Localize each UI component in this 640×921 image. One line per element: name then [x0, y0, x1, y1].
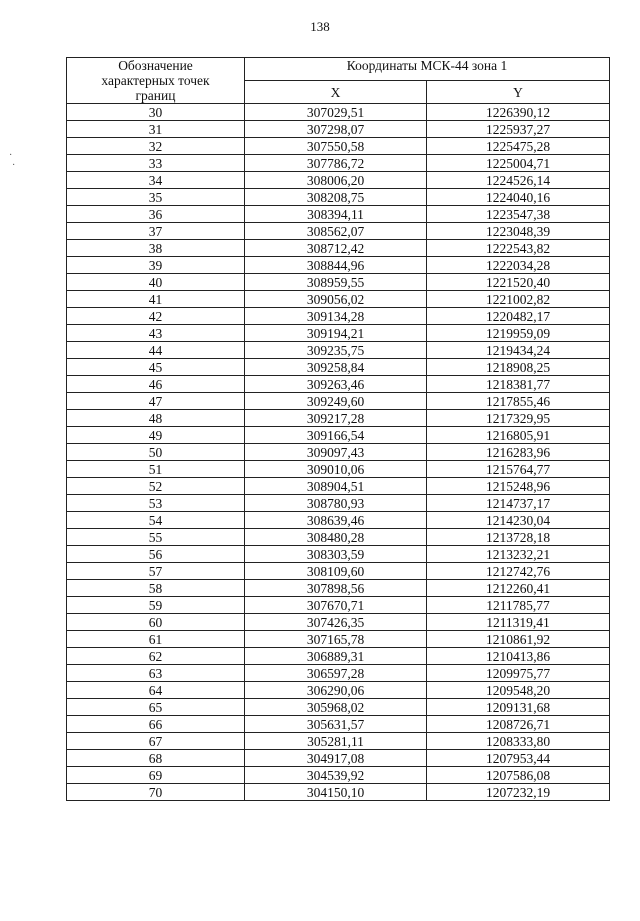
point-id-cell: 64: [67, 682, 245, 699]
point-id-cell: 38: [67, 240, 245, 257]
table-row: [67, 342, 610, 359]
point-header-line: Обозначение: [118, 58, 193, 73]
point-id-cell: 50: [67, 444, 245, 461]
x-coordinate-cell: 307165,78: [245, 631, 427, 648]
table-row: [67, 155, 610, 172]
point-id-cell: 66: [67, 716, 245, 733]
y-coordinate-cell: 1210413,86: [427, 648, 610, 665]
y-coordinate-cell: 1219959,09: [427, 325, 610, 342]
table-row: [67, 308, 610, 325]
table-row: [67, 750, 610, 767]
y-coordinate-cell: 1215248,96: [427, 478, 610, 495]
point-id-cell: 65: [67, 699, 245, 716]
x-coordinate-cell: 308712,42: [245, 240, 427, 257]
point-id-cell: 69: [67, 767, 245, 784]
x-coordinate-cell: 307670,71: [245, 597, 427, 614]
y-coordinate-cell: 1223048,39: [427, 223, 610, 240]
y-coordinate-cell: 1217329,95: [427, 410, 610, 427]
x-coordinate-cell: 308844,96: [245, 257, 427, 274]
point-id-cell: 33: [67, 155, 245, 172]
point-id-cell: 51: [67, 461, 245, 478]
x-coordinate-cell: 307029,51: [245, 104, 427, 121]
y-coordinate-cell: 1224526,14: [427, 172, 610, 189]
point-id-cell: 60: [67, 614, 245, 631]
table-row: [67, 699, 610, 716]
point-id-cell: 68: [67, 750, 245, 767]
table-row: [67, 597, 610, 614]
x-coordinate-cell: 308780,93: [245, 495, 427, 512]
table-row: [67, 682, 610, 699]
scan-mark: ·: [12, 160, 16, 171]
x-coordinate-cell: 309194,21: [245, 325, 427, 342]
point-id-cell: 41: [67, 291, 245, 308]
y-coordinate-cell: 1215764,77: [427, 461, 610, 478]
point-id-cell: 67: [67, 733, 245, 750]
point-header-line: границ: [135, 88, 176, 103]
y-coordinate-cell: 1213232,21: [427, 546, 610, 563]
y-coordinate-cell: 1214230,04: [427, 512, 610, 529]
x-coordinate-cell: 305631,57: [245, 716, 427, 733]
table-body: [67, 104, 610, 801]
x-coordinate-cell: 308208,75: [245, 189, 427, 206]
table-row: [67, 648, 610, 665]
table-row: [67, 631, 610, 648]
table-row: [67, 410, 610, 427]
point-id-cell: 53: [67, 495, 245, 512]
y-coordinate-cell: 1218908,25: [427, 359, 610, 376]
table-row: [67, 733, 610, 750]
point-id-cell: 63: [67, 665, 245, 682]
y-coordinate-cell: 1214737,17: [427, 495, 610, 512]
y-coordinate-cell: 1225937,27: [427, 121, 610, 138]
y-coordinate-cell: 1222543,82: [427, 240, 610, 257]
table-row: [67, 529, 610, 546]
point-id-cell: 62: [67, 648, 245, 665]
table-row: [67, 240, 610, 257]
table-row: [67, 461, 610, 478]
x-coordinate-cell: 306290,06: [245, 682, 427, 699]
x-coordinate-cell: 308639,46: [245, 512, 427, 529]
table-row: [67, 546, 610, 563]
x-coordinate-cell: 308109,60: [245, 563, 427, 580]
y-coordinate-cell: 1224040,16: [427, 189, 610, 206]
y-coordinate-cell: 1213728,18: [427, 529, 610, 546]
y-coordinate-cell: 1209975,77: [427, 665, 610, 682]
point-id-cell: 32: [67, 138, 245, 155]
point-id-cell: 40: [67, 274, 245, 291]
x-coordinate-cell: 308562,07: [245, 223, 427, 240]
y-coordinate-cell: 1225004,71: [427, 155, 610, 172]
y-coordinate-cell: 1212260,41: [427, 580, 610, 597]
table-row: [67, 189, 610, 206]
y-coordinate-cell: 1216283,96: [427, 444, 610, 461]
x-coordinate-cell: 307426,35: [245, 614, 427, 631]
point-id-cell: 35: [67, 189, 245, 206]
y-coordinate-cell: 1221002,82: [427, 291, 610, 308]
point-id-cell: 52: [67, 478, 245, 495]
table-row: [67, 393, 610, 410]
y-coordinate-cell: 1212742,76: [427, 563, 610, 580]
x-coordinate-cell: 309010,06: [245, 461, 427, 478]
point-id-cell: 54: [67, 512, 245, 529]
y-coordinate-cell: 1209131,68: [427, 699, 610, 716]
y-coordinate-cell: 1226390,12: [427, 104, 610, 121]
x-coordinate-cell: 309056,02: [245, 291, 427, 308]
table-row: [67, 274, 610, 291]
y-coordinate-cell: 1208333,80: [427, 733, 610, 750]
x-coordinate-cell: 306597,28: [245, 665, 427, 682]
point-id-cell: 58: [67, 580, 245, 597]
x-coordinate-cell: 306889,31: [245, 648, 427, 665]
x-coordinate-cell: 309217,28: [245, 410, 427, 427]
point-id-cell: 59: [67, 597, 245, 614]
table-row: [67, 427, 610, 444]
point-id-cell: 55: [67, 529, 245, 546]
table-row: [67, 172, 610, 189]
table-row: [67, 767, 610, 784]
table-row: [67, 563, 610, 580]
table-row: [67, 716, 610, 733]
point-designation-header: [67, 58, 245, 104]
y-coordinate-cell: 1211785,77: [427, 597, 610, 614]
x-coordinate-cell: 308480,28: [245, 529, 427, 546]
point-id-cell: 57: [67, 563, 245, 580]
x-coordinate-cell: 304150,10: [245, 784, 427, 801]
y-coordinate-cell: 1222034,28: [427, 257, 610, 274]
table-row: [67, 512, 610, 529]
x-coordinate-cell: 304917,08: [245, 750, 427, 767]
table-row: [67, 580, 610, 597]
x-coordinate-cell: 304539,92: [245, 767, 427, 784]
table-row: [67, 121, 610, 138]
table-row: [67, 257, 610, 274]
x-coordinate-cell: 307298,07: [245, 121, 427, 138]
y-column-header: Y: [427, 81, 610, 104]
x-coordinate-cell: 308904,51: [245, 478, 427, 495]
y-coordinate-cell: 1221520,40: [427, 274, 610, 291]
table-row: [67, 291, 610, 308]
point-id-cell: 49: [67, 427, 245, 444]
point-id-cell: 34: [67, 172, 245, 189]
x-coordinate-cell: 308394,11: [245, 206, 427, 223]
x-coordinate-cell: 309166,54: [245, 427, 427, 444]
x-coordinate-cell: 305968,02: [245, 699, 427, 716]
point-id-cell: 44: [67, 342, 245, 359]
coordinates-table: [66, 57, 610, 801]
table-row: [67, 104, 610, 121]
point-id-cell: 70: [67, 784, 245, 801]
y-coordinate-cell: 1210861,92: [427, 631, 610, 648]
x-coordinate-cell: 309249,60: [245, 393, 427, 410]
y-coordinate-cell: 1211319,41: [427, 614, 610, 631]
table-row: [67, 665, 610, 682]
table-row: [67, 325, 610, 342]
table-row: [67, 444, 610, 461]
y-coordinate-cell: 1208726,71: [427, 716, 610, 733]
y-coordinate-cell: 1207232,19: [427, 784, 610, 801]
x-coordinate-cell: 309134,28: [245, 308, 427, 325]
x-coordinate-cell: 307786,72: [245, 155, 427, 172]
table-row: [67, 784, 610, 801]
point-id-cell: 39: [67, 257, 245, 274]
x-coordinate-cell: 307898,56: [245, 580, 427, 597]
page-number: 138: [310, 19, 330, 34]
x-coordinate-cell: 309263,46: [245, 376, 427, 393]
y-coordinate-cell: 1223547,38: [427, 206, 610, 223]
point-id-cell: 37: [67, 223, 245, 240]
scan-mark: ·: [9, 150, 13, 161]
x-column-header: X: [245, 81, 427, 104]
x-coordinate-cell: 308006,20: [245, 172, 427, 189]
x-coordinate-cell: 307550,58: [245, 138, 427, 155]
y-coordinate-cell: 1207586,08: [427, 767, 610, 784]
table-row: [67, 495, 610, 512]
y-coordinate-cell: 1217855,46: [427, 393, 610, 410]
x-coordinate-cell: 309258,84: [245, 359, 427, 376]
point-id-cell: 61: [67, 631, 245, 648]
y-coordinate-cell: 1220482,17: [427, 308, 610, 325]
point-id-cell: 31: [67, 121, 245, 138]
point-id-cell: 36: [67, 206, 245, 223]
point-id-cell: 30: [67, 104, 245, 121]
point-id-cell: 46: [67, 376, 245, 393]
y-coordinate-cell: 1209548,20: [427, 682, 610, 699]
y-coordinate-cell: 1207953,44: [427, 750, 610, 767]
y-coordinate-cell: 1218381,77: [427, 376, 610, 393]
point-id-cell: 43: [67, 325, 245, 342]
x-coordinate-cell: 309235,75: [245, 342, 427, 359]
table-row: [67, 376, 610, 393]
table-row: [67, 478, 610, 495]
point-id-cell: 56: [67, 546, 245, 563]
point-id-cell: 42: [67, 308, 245, 325]
y-coordinate-cell: 1225475,28: [427, 138, 610, 155]
table-row: [67, 614, 610, 631]
table-header: [67, 58, 610, 104]
point-id-cell: 47: [67, 393, 245, 410]
y-coordinate-cell: 1219434,24: [427, 342, 610, 359]
x-coordinate-cell: 308303,59: [245, 546, 427, 563]
table-row: [67, 223, 610, 240]
x-coordinate-cell: 305281,11: [245, 733, 427, 750]
point-id-cell: 48: [67, 410, 245, 427]
y-coordinate-cell: 1216805,91: [427, 427, 610, 444]
x-coordinate-cell: 309097,43: [245, 444, 427, 461]
coordinates-group-header: Координаты МСК-44 зона 1: [245, 58, 610, 81]
table-row: [67, 206, 610, 223]
point-header-line: характерных точек: [101, 73, 210, 88]
table-row: [67, 138, 610, 155]
point-id-cell: 45: [67, 359, 245, 376]
x-coordinate-cell: 308959,55: [245, 274, 427, 291]
table-row: [67, 359, 610, 376]
